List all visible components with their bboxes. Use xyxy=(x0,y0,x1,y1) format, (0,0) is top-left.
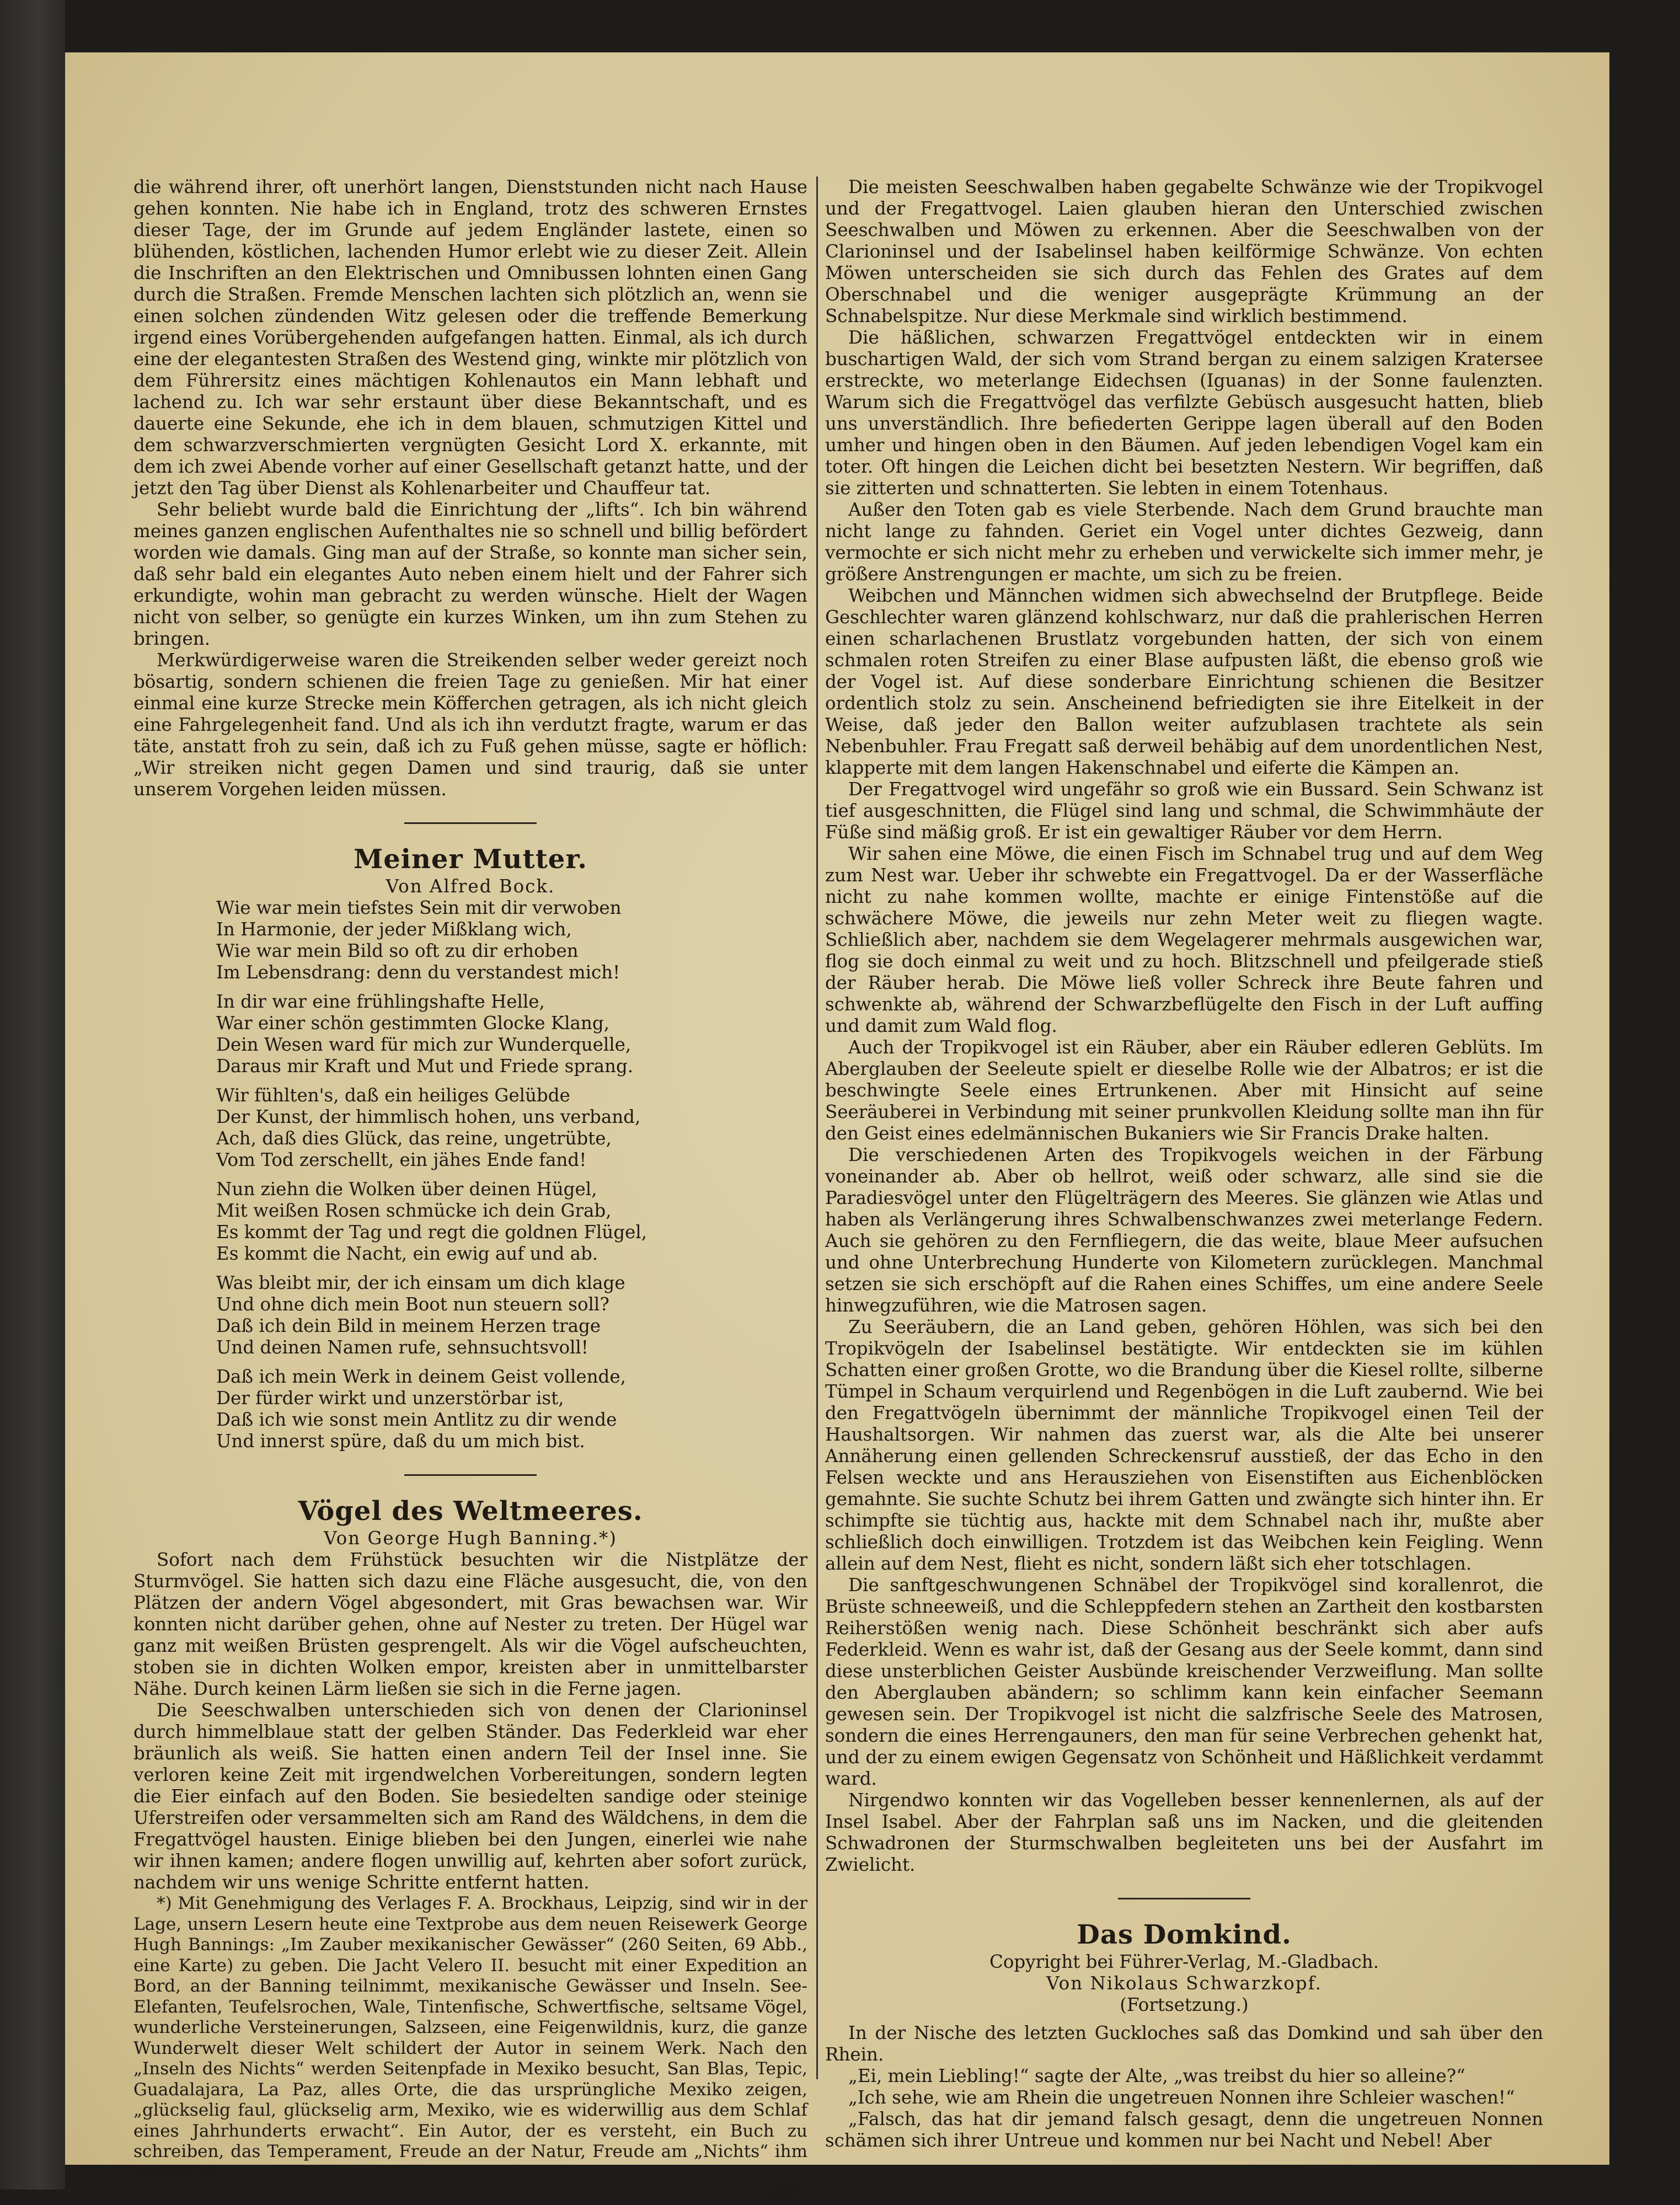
magazine-page xyxy=(65,52,1609,2204)
poem-stanza xyxy=(216,1366,807,1452)
intro-paragraph: die während ihrer, oft unerhört langen, Dienststunden nicht nach Hause gehen konnten. Nie habe ich in England, trotz des schweren Ernstes dieser Tage, der im Grunde auf jedem Engländer lastete, einen so blühenden, köstlichen, lachenden Humor erlebt wie zu dieser Zeit. Allein die Inschriften an den Elektrischen und Omnibussen lohnten einen Gang durch die Straßen. Fremde Menschen lachten sich plötzlich an, wenn sie einen solchen zündenden Witz gelesen oder die treffende Bemerkung irgend eines Vorübergehenden aufgefangen hatten. Einmal, als ich durch eine der elegantesten Straßen des Westend ging, winkte mir plötzlich von dem Führersitz eines mächtigen Kohlenautos ein Mann lebhaft und lachend zu. Ich war sehr erstaunt über diese Bekanntschaft, und es dauerte eine Sekunde, ehe ich in dem blauen, schmutzigen Kittel und dem schwarzverschmierten vergnügten Gesicht Lord X. erkannte, mit dem ich zwei Abende vorher auf einer Gesellschaft getanzt hatte, und der jetzt den Tag über Dienst als Kohlenarbeiter und Chauffeur tat. xyxy=(133,176,807,499)
poem-line: Nun ziehn die Wolken über deinen Hügel, xyxy=(216,1179,597,1200)
poem-line: In dir war eine frühlingshafte Helle, xyxy=(216,991,545,1012)
right-column xyxy=(825,176,1543,2152)
poem-line: Wir fühlten's, daß ein heiliges Gelübde xyxy=(216,1085,570,1106)
article-paragraph: Die verschiedenen Arten des Tropikvogels weichen in der Färbung voneinander ab. Aber ob hellrot, weiß oder schwarz, alle sind sie die Paradiesvögel unter den Flügelträgern des Meeres. Sie glänzen wie Atlas und haben als Verlängerung ihres Schwalbenschwanzes zwei meterlange Federn. Auch sie gehören zu den Fernfliegern, die das weite, blaue Meer aufsuchen und ohne Unterbrechung Hunderte von Kilometern zurücklegen. Manchmal setzen sie sich erschöpft auf die Rahen eines Schiffes, um eine andere Seele hinwegzuführen, wie die Matrosen sagen. xyxy=(825,1144,1543,1316)
story-paragraph: In der Nische des letzten Guckloches saß das Domkind und sah über den Rhein. xyxy=(825,2022,1543,2065)
poem-line: Der fürder wirkt und unzerstörbar ist, xyxy=(216,1388,564,1409)
poem-byline: Von Alfred Bock. xyxy=(386,876,555,897)
column-divider xyxy=(816,176,818,2079)
poem-stanza xyxy=(216,1085,807,1171)
poem-line: Der Kunst, der himmlisch hohen, uns verband, xyxy=(216,1106,641,1127)
story-paragraph: „Ich sehe, wie am Rhein die ungetreuen Nonnen ihre Schleier waschen!“ xyxy=(848,2087,1515,2108)
article-paragraph: Wir sahen eine Möwe, die einen Fisch im Schnabel trug und auf dem Weg zum Nest war. Ueber ihr schwebte ein Fregattvogel. Da er der Wasserfläche nicht zu nahe kommen wollte, machte er einige Fintenstöße auf die schwächere Möwe, die jeweils nur zehn Meter weit zu fliegen wagte. Schließlich aber, nachdem sie dem Wegelagerer mehrmals ausgewichen war, flog sie doch einmal zu weit und zu hoch. Blitzschnell und pfeilgerade stieß der Räuber herab. Die Möwe ließ voller Schreck ihre Beute fahren und schwenkte ab, während der Schwarzbeflügelte den Fisch in der Luft auffing und damit zum Wald flog. xyxy=(825,843,1543,1036)
poem-line: In Harmonie, der jeder Mißklang wich, xyxy=(216,919,572,940)
section-separator xyxy=(404,822,537,824)
poem-line: Es kommt der Tag und regt die goldnen Flügel, xyxy=(216,1222,647,1243)
article-paragraph: Auch der Tropikvogel ist ein Räuber, aber ein Räuber edleren Geblüts. Im Aberglauben der Seeleute spielt er dieselbe Rolle wie der Albatros; er ist die beschwingte Seele eines Ertrunkenen. Aber mit Hinsicht auf seine Seeräuberei in Verbindung mit seiner prunkvollen Kleidung sollte man ihn für den Geist eines edelmännischen Bukaniers wie Sir Francis Drake halten. xyxy=(825,1037,1543,1144)
article-paragraph: Nirgendwo konnten wir das Vogelleben besser kennenlernen, als auf der Insel Isabel. Aber der Fahrplan saß uns im Nacken, und die gleitenden Schwadronen der Sturmschwalben begleiteten uns bei der Ausfahrt im Zwielicht. xyxy=(825,1790,1543,1875)
footnote: *) Mit Genehmigung des Verlages F. A. Brockhaus, Leipzig, sind wir in der Lage, unsern Lesern heute eine Textprobe aus dem neuen Reisewerk George Hugh Bannings: „Im Zauber mexikanischer Gewässer“ (260 Seiten, 69 Abb., eine Karte) zu geben. Die Jacht Velero II. besucht mit einer Expedition an Bord, an der Banning teilnimmt, mexikanische Gewässer und Inseln. See-Elefanten, Teufelsrochen, Wale, Tintenfische, Schwertfische, seltsame Vögel, wunderliche Versteinerungen, Salzseen, eine Feigenwildnis, kurz, die ganze Wunderwelt dieser Welt schildert der Autor in seinem Werk. Nach den „Inseln des Nichts“ werden Seitenpfade in Mexiko besucht, San Blas, Tepic, Guadalajara, La Paz, alles Orte, die das ursprüngliche Mexiko zeigen, „glückselig faul, glückselig arm, Mexiko, wie es widerwillig aus dem Schlaf eines Jahrhunderts erwacht“. Ein Autor, der es versteht, ein Buch zu schreiben, das Temperament, Freude an der Natur, Freude am „Nichts“ ihm diktierten. xyxy=(133,1893,807,2182)
article-byline: Von George Hugh Banning.*) xyxy=(324,1528,617,1549)
poem-line: Mit weißen Rosen schmücke ich dein Grab, xyxy=(216,1200,612,1221)
poem-line: Daraus mir Kraft und Mut und Friede sprang. xyxy=(216,1056,634,1077)
poem-stanza xyxy=(216,1179,807,1265)
poem-line: Was bleibt mir, der ich einsam um dich klage xyxy=(216,1272,625,1293)
poem-title: Meiner Mutter. xyxy=(354,844,587,875)
story-copyright: Copyright bei Führer-Verlag, M.-Gladbach. xyxy=(989,1951,1379,1972)
section-separator xyxy=(404,1474,537,1476)
article-paragraph: Weibchen und Männchen widmen sich abwechselnd der Brutpflege. Beide Geschlechter waren glänzend kohlschwarz, nur daß die prahlerischen Herren einen scharlachenen Brustlatz vorgebunden hatten, der sich von einem schmalen roten Streifen zu einer Blase aufpusten läßt, die ebenso groß wie der Vogel ist. Auf diese sonderbare Einrichtung schienen die Besitzer ordentlich stolz zu sein. Anscheinend befriedigten sie ihre Eitelkeit in der Weise, daß jeder den Ballon weiter aufzublasen trachtete als sein Nebenbuhler. Frau Fregatt saß derweil behäbig auf dem unordentlichen Nest, klapperte mit dem langen Hakenschnabel und eiferte die Kämpen an. xyxy=(825,585,1543,778)
intro-paragraph: Merkwürdigerweise waren die Streikenden selber weder gereizt noch bösartig, sondern schienen die freien Tage zu genießen. Mir hat einer einmal eine kurze Strecke mein Köfferchen getragen, als ich nicht gleich eine Fahrgelegenheit fand. Und als ich ihn verdutzt fragte, warum er das täte, anstatt froh zu sein, daß ich zu Fuß gehen müsse, sagte er höflich: „Wir streiken nicht gegen Damen und sind traurig, daß sie unter unserem Vorgehen leiden müssen. xyxy=(133,650,807,800)
poem-stanza xyxy=(216,991,807,1077)
article-paragraph: Zu Seeräubern, die an Land geben, gehören Höhlen, was sich bei den Tropikvögeln der Isabelinsel bestätigte. Wir entdeckten sie im kühlen Schatten einer großen Grotte, wo die Brandung über die Kiesel rollte, silberne Tümpel in Schaum verquirlend und Regenbögen in die Luft zaubernd. Wie bei den Fregattvögeln übernimmt der männliche Tropikvogel einen Teil der Haushaltsorgen. Wir nahmen das zuerst war, als die Alte bei unserer Annäherung einen gellenden Schreckensruf ausstieß, der das Echo in den Felsen weckte und ans Herausziehen von Eisenstiften aus Eichenblöcken gemahnte. Sie suchte Schutz bei ihrem Gatten und zwängte sich hinter ihn. Er schimpfte sie tüchtig aus, hackte mit dem Schnabel nach ihr, mußte aber schließlich doch einwilligen. Trotzdem ist das Weibchen kein Feigling. Wenn allein auf dem Nest, flieht es nicht, sondern läßt sich eher totschlagen. xyxy=(825,1316,1543,1574)
poem-line: Und ohne dich mein Boot nun steuern soll? xyxy=(216,1294,609,1315)
poem-line: Ach, daß dies Glück, das reine, ungetrübte, xyxy=(216,1128,612,1149)
article-paragraph: Die sanftgeschwungenen Schnäbel der Tropikvögel sind korallenrot, die Brüste schneeweiß, und die Schleppfedern stehen an Zartheit den kostbarsten Reiherstößen wenig nach. Diese Schönheit beschränkt sich aber aufs Federkleid. Wenn es wahr ist, daß der Gesang aus der Seele kommt, dann sind diese unsterblichen Geister Ausbünde kreischender Verzweiflung. Man sollte den Aberglauben abändern; so schlimm kann kein einfacher Seemann gewesen sein. Der Tropikvogel ist nicht die salzfrische Seele des Matrosen, sondern die eines Herrengauners, den man für seine Verbrechen gehenkt hat, und der zu einem ewigen Gegensatz von Schönheit und Häßlichkeit verdammt ward. xyxy=(825,1575,1543,1789)
article-paragraph: Die meisten Seeschwalben haben gegabelte Schwänze wie der Tropikvogel und der Fregattvogel. Laien glauben hieran den Unterschied zwischen Seeschwalben und Möwen zu erkennen. Aber die Seeschwalben von der Clarioninsel und der Isabelinsel haben keilförmige Schwänze. Von echten Möwen unterscheiden sie sich durch das Fehlen des Grates auf dem Oberschnabel und die weniger ausgeprägte Krümmung an der Schnabelspitze. Nur diese Merkmale sind wirklich bestimmend. xyxy=(825,176,1543,327)
article-title: Vögel des Weltmeeres. xyxy=(298,1496,643,1527)
page-number: 498 xyxy=(769,2183,804,2204)
poem-line: Wie war mein tiefstes Sein mit dir verwoben xyxy=(216,897,622,918)
intro-paragraph: Sehr beliebt wurde bald die Einrichtung der „lifts“. Ich bin während meines ganzen englischen Aufenthaltes nie so schnell und billig befördert worden wie damals. Ging man auf der Straße, so konnte man sicher sein, daß sehr bald ein elegantes Auto neben einem hielt und der Fahrer sich erkundigte, wohin man gebracht zu werden wünsche. Hielt der Wagen nicht von selber, so genügte ein kurzes Winken, um ihn zum Stehen zu bringen. xyxy=(133,499,807,649)
poem-line: Daß ich dein Bild in meinem Herzen trage xyxy=(216,1315,601,1336)
poem-line: Es kommt die Nacht, ein ewig auf und ab. xyxy=(216,1243,598,1264)
story-paragraph: „Ei, mein Liebling!“ sagte der Alte, „was treibst du hier so alleine?“ xyxy=(848,2065,1465,2086)
story-title: Das Domkind. xyxy=(1077,1919,1292,1950)
article-paragraph: Die häßlichen, schwarzen Fregattvögel entdeckten wir in einem buschartigen Wald, der sich vom Strand bergan zu einem salzigen Kratersee erstreckte, wo meterlange Eidechsen (Iguanas) in der Sonne faulenzten. Warum sich die Fregattvögel das verfilzte Gebüsch ausgesucht hatten, blieb uns unverständlich. Ihre befiederten Gerippe lagen überall auf den Boden umher und hingen oben in den Bäumen. Auf jeden lebendigen Vogel kam ein toter. Oft hingen die Leichen dicht bei besetzten Nestern. Wir begriffen, daß sie zitterten und schnatterten. Sie lebten in einem Totenhaus. xyxy=(825,327,1543,499)
section-separator xyxy=(1118,1898,1250,1899)
story-byline: Von Nikolaus Schwarzkopf. xyxy=(1046,1973,1322,1994)
poem-stanza xyxy=(216,1272,807,1358)
article-paragraph: Sofort nach dem Frühstück besuchten wir die Nistplätze der Sturmvögel. Sie hatten sich dazu eine Fläche ausgesucht, die, von den Plätzen der andern Vögel abgesondert, mit Gras bewachsen war. Wir konnten nicht darüber gehen, ohne auf Nester zu treten. Der Hügel war ganz mit weißen Brüsten gesprengelt. Als wir die Vögel aufscheuchten, stoben sie in dichten Wolken empor, kreisten aber in unmittelbarster Nähe. Durch keinen Lärm ließen sie sich in die Ferne jagen. xyxy=(133,1549,807,1699)
story-continuation: (Fortsetzung.) xyxy=(1120,1994,1249,2015)
poem-line: Dein Wesen ward für mich zur Wunderquelle, xyxy=(216,1034,632,1055)
book-spine xyxy=(0,0,65,2190)
left-column xyxy=(133,176,807,2205)
poem-line: Wie war mein Bild so oft zu dir erhoben xyxy=(216,940,579,961)
poem-line: Daß ich wie sonst mein Antlitz zu dir wende xyxy=(216,1409,617,1430)
story-paragraph: „Falsch, das hat dir jemand falsch gesagt, denn die ungetreuen Nonnen schämen sich ihrer Untreue und kommen nur bei Nacht und Nebel! Aber xyxy=(825,2108,1543,2151)
poem-line: Im Lebensdrang: denn du verstandest mich! xyxy=(216,962,620,983)
poem-stanza xyxy=(216,897,807,983)
poem-line: War einer schön gestimmten Glocke Klang, xyxy=(216,1013,609,1034)
article-paragraph: Der Fregattvogel wird ungefähr so groß wie ein Bussard. Sein Schwanz ist tief ausgeschnitten, die Flügel sind lang und schmal, die Schwimmhäute der Füße sind mäßig groß. Er ist ein gewaltiger Räuber vor dem Herrn. xyxy=(825,779,1543,843)
article-paragraph: Außer den Toten gab es viele Sterbende. Nach dem Grund brauchte man nicht lange zu fahnden. Geriet ein Vogel unter dichtes Gezweig, dann vermochte er sich nicht mehr zu erheben und verwickelte sich immer mehr, je größere Anstrengungen er machte, um sich zu be freien. xyxy=(825,499,1543,585)
poem-line: Daß ich mein Werk in deinem Geist vollende, xyxy=(216,1366,626,1387)
poem-line: Und deinen Namen rufe, sehnsuchtsvoll! xyxy=(216,1337,588,1358)
poem-line: Vom Tod zerschellt, ein jähes Ende fand! xyxy=(216,1149,587,1170)
article-paragraph: Die Seeschwalben unterschieden sich von denen der Clarioninsel durch himmelblaue statt der gelben Ständer. Das Federkleid war eher bräunlich als weiß. Sie hatten einen andern Teil der Insel inne. Sie verloren keine Zeit mit irgendwelchen Vorbereitungen, sondern legten die Eier einfach auf den Boden. Sie besiedelten sandige oder steinige Uferstreifen oder versammelten sich am Rand des Wäldchens, in dem die Fregattvögel hausten. Einige blieben bei den Jungen, einerlei wie nahe wir ihnen kamen; andere flogen unwillig auf, kehrten aber sofort zurück, nachdem wir uns wenige Schritte entfernt hatten. xyxy=(133,1700,807,1893)
poem-line: Und innerst spüre, daß du um mich bist. xyxy=(216,1431,585,1452)
